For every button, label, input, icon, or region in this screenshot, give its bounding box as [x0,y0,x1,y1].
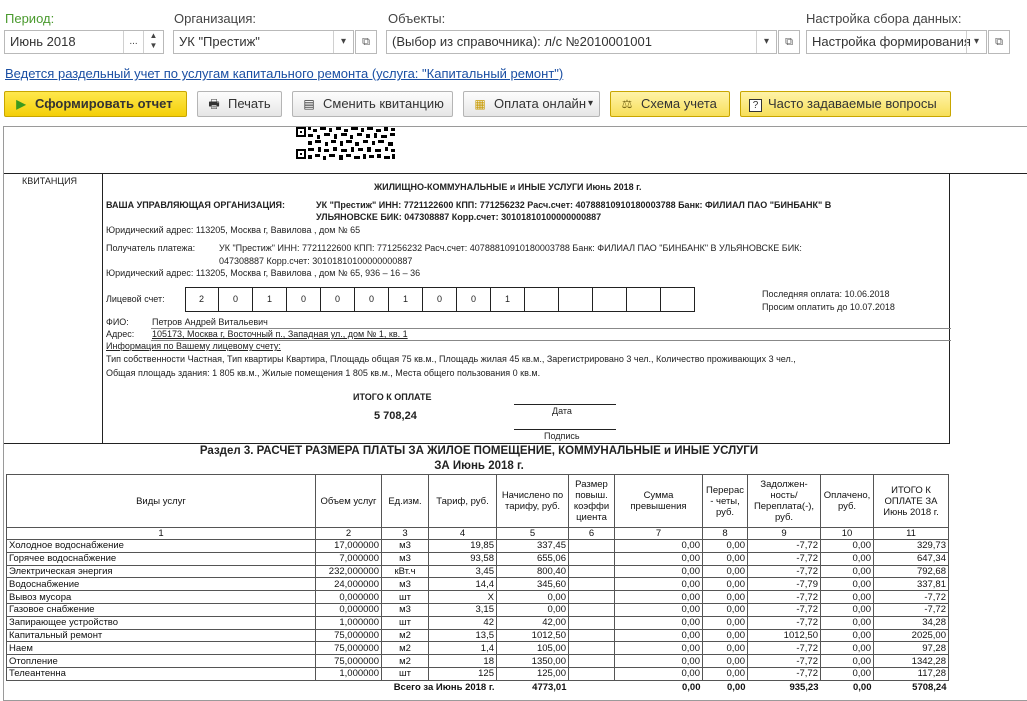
table-cell: 0,00 [615,578,703,591]
settings-label: Настройка сбора данных: [806,11,962,26]
table-cell: -7,72 [748,591,821,604]
mgmt-line1: УК "Престиж" ИНН: 7721122600 КПП: 771256232 Расч.счет: 40788810910180003788 Банк: ФИЛИАЛ ПАО "БИНБАНК" В [316,200,832,210]
col-number: 2 [316,528,382,540]
legal-address-2: Юридический адрес: 113205, Москва г, Вавилова , дом № 65, 936 – 16 – 36 [106,268,421,278]
mgmt-line2: УЛЬЯНОВСКЕ БИК: 047308887 Корр.счет: 30101810100000000887 [316,212,602,222]
info-line2: Общая площадь здания: 1 805 кв.м., Жилые помещения 1 805 кв.м., Места общего пользования 0 кв.м. [106,368,541,378]
account-digit: 2 [185,287,219,312]
receipt-top-border [4,173,1027,174]
account-digit: 0 [457,287,491,312]
capital-repair-link[interactable]: Ведется раздельный учет по услугам капитального ремонта (услуга: "Капитальный ремонт") [5,66,564,81]
service-name-cell: Отопление [7,655,316,668]
table-cell: 13,5 [429,629,497,642]
objects-label: Объекты: [388,11,446,26]
table-cell: 0,00 [703,578,748,591]
table-cell: 0,00 [703,655,748,668]
service-name-cell: Вывоз мусора [7,591,316,604]
table-cell: 0,00 [497,591,569,604]
table-cell: -7,72 [748,603,821,616]
table-row [7,616,949,629]
table-cell: 34,28 [874,616,949,629]
total-cell [569,680,615,693]
period-spin-icon[interactable]: ▲ ▼ [143,31,163,53]
receipt-label: КВИТАНЦИЯ [22,176,78,186]
total-cell: 0,00 [853,681,872,693]
table-cell: 0,00 [615,591,703,604]
table-cell: 19,85 [429,540,497,553]
table-cell: 0,00 [703,616,748,629]
table-cell: 93,58 [429,552,497,565]
org-value: УК "Престиж" [179,34,260,49]
table-row [7,552,949,565]
account-digit: 1 [491,287,525,312]
table-cell: 7,000000 [316,552,382,565]
faq-button[interactable]: ? Часто задаваемые вопросы [740,91,951,117]
table-cell: 14,4 [429,578,497,591]
table-row [7,540,949,553]
objects-field[interactable] [386,30,777,54]
col-number: 9 [748,528,821,540]
table-cell: м2 [382,629,429,642]
table-cell: 24,000000 [316,578,382,591]
account-digit [525,287,559,312]
org-label: Организация: [174,11,257,26]
account-digit: 0 [321,287,355,312]
col-number: 6 [569,528,615,540]
table-cell: -7,72 [874,603,949,616]
table-cell: 0,00 [703,552,748,565]
col-header: Сумма превышения [615,475,703,528]
table-cell: 345,60 [497,578,569,591]
service-name-cell: Электрическая энергия [7,565,316,578]
table-cell: 125,00 [497,667,569,680]
table-cell: 0,00 [615,667,703,680]
total-cell: 935,23 [789,681,819,693]
payee-label: Получатель платежа: [106,243,196,253]
table-cell: 1350,00 [497,655,569,668]
col-number: 5 [497,528,569,540]
table-cell [569,591,615,604]
qr-code [296,127,396,161]
table-cell: 0,00 [615,603,703,616]
table-row [7,667,949,680]
total-cell: 4773,01 [532,681,567,693]
receipt-right-border [949,173,950,443]
open-link-icon[interactable]: ⧉ [355,30,377,54]
table-cell: 0,00 [821,565,874,578]
table-cell: -7,72 [748,655,821,668]
objects-value: (Выбор из справочника): л/с №2010001001 [392,34,652,49]
total-cell: 0,00 [727,681,746,693]
table-cell [569,578,615,591]
table-cell: 792,68 [874,565,949,578]
table-total-row [7,680,949,693]
table-cell [569,642,615,655]
table-cell: 1012,50 [497,629,569,642]
table-cell: -7,72 [874,591,949,604]
chevron-down-icon[interactable]: ▾ [966,31,986,53]
table-row [7,578,949,591]
service-name-cell: Водоснабжение [7,578,316,591]
table-cell: 0,00 [703,603,748,616]
col-number: 11 [874,528,949,540]
table-cell: 42,00 [497,616,569,629]
open-link-icon[interactable]: ⧉ [988,30,1010,54]
legal-address-1: Юридический адрес: 113205, Москва г, Вавилова , дом № 65 [106,225,361,235]
table-cell: 42 [429,616,497,629]
signature-line [514,429,616,430]
col-number: 1 [7,528,316,540]
account-label: Лицевой счет: [106,294,165,304]
col-header: Размер повыш. коэффи циента [569,475,615,528]
table-cell [569,552,615,565]
pay-online-button[interactable]: ▦ Оплата онлайн ▾ [463,91,600,117]
table-cell: 0,00 [703,642,748,655]
settings-value: Настройка формирования [812,34,971,49]
chevron-down-icon[interactable]: ▾ [333,31,353,53]
question-icon: ? [749,99,762,112]
col-number: 7 [615,528,703,540]
table-cell: 75,000000 [316,629,382,642]
table-cell: 1342,28 [874,655,949,668]
table-cell: 3,45 [429,565,497,578]
service-name-cell: Газовое снабжение [7,603,316,616]
table-cell [569,565,615,578]
table-cell: 1,000000 [316,667,382,680]
pay-by-date: Просим оплатить до 10.07.2018 [762,302,895,312]
account-digit: 1 [253,287,287,312]
table-cell [569,629,615,642]
col-header: Задолжен- ность/ Переплата(-), руб. [748,475,821,528]
table-cell: -7,72 [748,616,821,629]
table-cell: 0,000000 [316,603,382,616]
table-cell: м3 [382,603,429,616]
table-cell: 0,00 [821,591,874,604]
settings-field[interactable] [806,30,987,54]
period-select-button[interactable]: ... [123,31,143,53]
table-cell [569,540,615,553]
table-cell [569,655,615,668]
table-cell: м2 [382,642,429,655]
table-cell: м3 [382,552,429,565]
payee-line2: 047308887 Корр.счет: 30101810100000000887 [219,256,413,266]
table-cell: 0,00 [821,616,874,629]
table-cell: 337,81 [874,578,949,591]
total-cell: 5708,24 [912,681,947,693]
receipt-bottom-border [4,443,950,444]
last-payment: Последняя оплата: 10.06.2018 [762,289,890,299]
account-digit: 0 [355,287,389,312]
chevron-down-icon: ▾ [587,98,593,109]
table-cell: 0,00 [615,552,703,565]
account-digit [593,287,627,312]
table-cell: м2 [382,655,429,668]
table-cell: 0,00 [703,629,748,642]
table-cell: 105,00 [497,642,569,655]
table-cell [569,667,615,680]
col-number: 3 [382,528,429,540]
services-table [6,474,949,693]
table-cell: 117,28 [874,667,949,680]
account-digit: 0 [423,287,457,312]
table-cell: 0,00 [821,552,874,565]
table-cell: 18 [429,655,497,668]
col-header: Перерас - четы, руб. [703,475,748,528]
service-name-cell: Наем [7,642,316,655]
org-field[interactable] [173,30,354,54]
col-number: 10 [821,528,874,540]
account-digit [661,287,695,312]
total-due-label: ИТОГО К ОПЛАТЕ [353,392,432,402]
table-cell: 0,00 [615,540,703,553]
total-label: Всего за Июнь 2018 г. [393,681,495,693]
col-header: Оплачено, руб. [821,475,874,528]
receipt-document [3,126,1027,701]
change-receipt-button[interactable]: ▤ Сменить квитанцию [292,91,453,117]
table-cell: -7,72 [748,667,821,680]
table-cell: м3 [382,578,429,591]
table-cell: кВт.ч [382,565,429,578]
table-cell: 0,00 [821,629,874,642]
generate-report-button[interactable]: ▶ Сформировать отчет [4,91,187,117]
table-cell: -7,72 [748,642,821,655]
document-icon: ▤ [303,97,315,111]
table-cell: 75,000000 [316,655,382,668]
table-cell [569,603,615,616]
table-cell: 75,000000 [316,642,382,655]
service-name-cell: Холодное водоснабжение [7,540,316,553]
invoice-icon: ▦ [474,97,486,111]
total-cell: 0,00 [682,681,701,693]
table-cell: 0,00 [615,565,703,578]
table-cell: 0,00 [821,642,874,655]
period-field[interactable] [4,30,164,54]
table-cell [569,616,615,629]
play-icon: ▶ [16,97,26,111]
table-cell: -7,72 [748,565,821,578]
table-cell: 0,00 [615,655,703,668]
col-header: Тариф, руб. [429,475,497,528]
scheme-icon: ⚖ [621,97,633,111]
col-header: Начислено по тарифу, руб. [497,475,569,528]
table-cell: 337,45 [497,540,569,553]
table-row [7,603,949,616]
address-value: 105173, Москва г, Восточный п., Западная ул., дом № 1, кв. 1 [152,329,408,339]
table-cell: 0,00 [497,603,569,616]
table-cell: 3,15 [429,603,497,616]
table-cell: 0,00 [703,667,748,680]
table-cell: 0,00 [703,540,748,553]
table-cell: 329,73 [874,540,949,553]
info-line1: Тип собственности Частная, Тип квартиры Квартира, Площадь общая 75 кв.м., Площадь жилая 45 кв.м., Зарегистрировано 3 чел., Количество проживающих 3 чел., [106,354,796,364]
signature-label: Подпись [544,431,580,441]
service-name-cell: Капитальный ремонт [7,629,316,642]
table-cell: X [429,591,497,604]
table-cell: 647,34 [874,552,949,565]
table-cell: 0,00 [821,578,874,591]
table-cell: 97,28 [874,642,949,655]
table-cell: шт [382,616,429,629]
table-header-row [7,475,949,528]
table-cell: 0,00 [821,540,874,553]
table-cell: 0,000000 [316,591,382,604]
section-title: Раздел 3. РАСЧЕТ РАЗМЕРА ПЛАТЫ ЗА ЖИЛОЕ ПОМЕЩЕНИЕ, КОММУНАЛЬНЫЕ и ИНЫЕ УСЛУГИ [199,445,759,457]
table-cell: 0,00 [821,655,874,668]
account-digit: 0 [219,287,253,312]
table-cell: 2025,00 [874,629,949,642]
period-value: Июнь 2018 [10,34,76,49]
section-subtitle: ЗА Июнь 2018 г. [434,460,524,472]
print-button[interactable]: 🖶 Печать [197,91,282,117]
table-cell: 0,00 [821,667,874,680]
fio-label: ФИО: [106,317,129,327]
total-due-value: 5 708,24 [374,410,417,422]
table-cell: 0,00 [615,642,703,655]
table-cell: 125 [429,667,497,680]
col-header: Объем услуг [316,475,382,528]
service-name-cell: Горячее водоснабжение [7,552,316,565]
table-cell: -7,79 [748,578,821,591]
table-cell: 232,000000 [316,565,382,578]
table-row [7,565,949,578]
col-header: Виды услуг [7,475,316,528]
receipt-divider [102,173,103,443]
col-number-row [7,528,949,540]
table-row [7,591,949,604]
table-cell: 17,000000 [316,540,382,553]
table-cell: 1012,50 [748,629,821,642]
info-label: Информация по Вашему лицевому счету: [106,341,281,351]
date-label: Дата [552,406,572,416]
table-row [7,655,949,668]
col-number: 4 [429,528,497,540]
receipt-heading: ЖИЛИЩНО-КОММУНАЛЬНЫЕ и ИНЫЕ УСЛУГИ Июнь 2018 г. [374,182,642,192]
table-cell: 0,00 [615,616,703,629]
fio-value: Петров Андрей Витальевич [152,317,268,327]
table-cell: шт [382,667,429,680]
address-label: Адрес: [106,329,135,339]
mgmt-label: ВАША УПРАВЛЯЮЩАЯ ОРГАНИЗАЦИЯ: [106,200,286,210]
col-header: Ед.изм. [382,475,429,528]
date-line [514,404,616,405]
table-cell: 0,00 [703,565,748,578]
account-digit [559,287,593,312]
table-cell: 1,4 [429,642,497,655]
table-row [7,629,949,642]
table-cell: 800,40 [497,565,569,578]
table-cell: 655,06 [497,552,569,565]
account-digit: 1 [389,287,423,312]
table-cell: 0,00 [703,591,748,604]
table-cell: -7,72 [748,540,821,553]
account-digit [627,287,661,312]
col-header: ИТОГО К ОПЛАТЕ ЗА Июнь 2018 г. [874,475,949,528]
period-label: Период: [5,11,55,26]
service-name-cell: Запирающее устройство [7,616,316,629]
col-number: 8 [703,528,748,540]
open-link-icon[interactable]: ⧉ [778,30,800,54]
printer-icon: 🖶 [208,97,220,111]
chevron-down-icon[interactable]: ▾ [756,31,776,53]
accounting-scheme-button[interactable]: ⚖ Схема учета [610,91,730,117]
table-cell: шт [382,591,429,604]
payee-line1: УК "Престиж" ИНН: 7721122600 КПП: 771256232 Расч.счет: 40788810910180003788 Банк: ФИЛИАЛ ПАО "БИНБАНК" В УЛЬЯНОВСКЕ БИК: [219,243,802,253]
account-digit: 0 [287,287,321,312]
table-cell: м3 [382,540,429,553]
table-cell: -7,72 [748,552,821,565]
table-cell: 0,00 [821,603,874,616]
service-name-cell: Телеантенна [7,667,316,680]
table-cell: 1,000000 [316,616,382,629]
table-cell: 0,00 [615,629,703,642]
table-row [7,642,949,655]
